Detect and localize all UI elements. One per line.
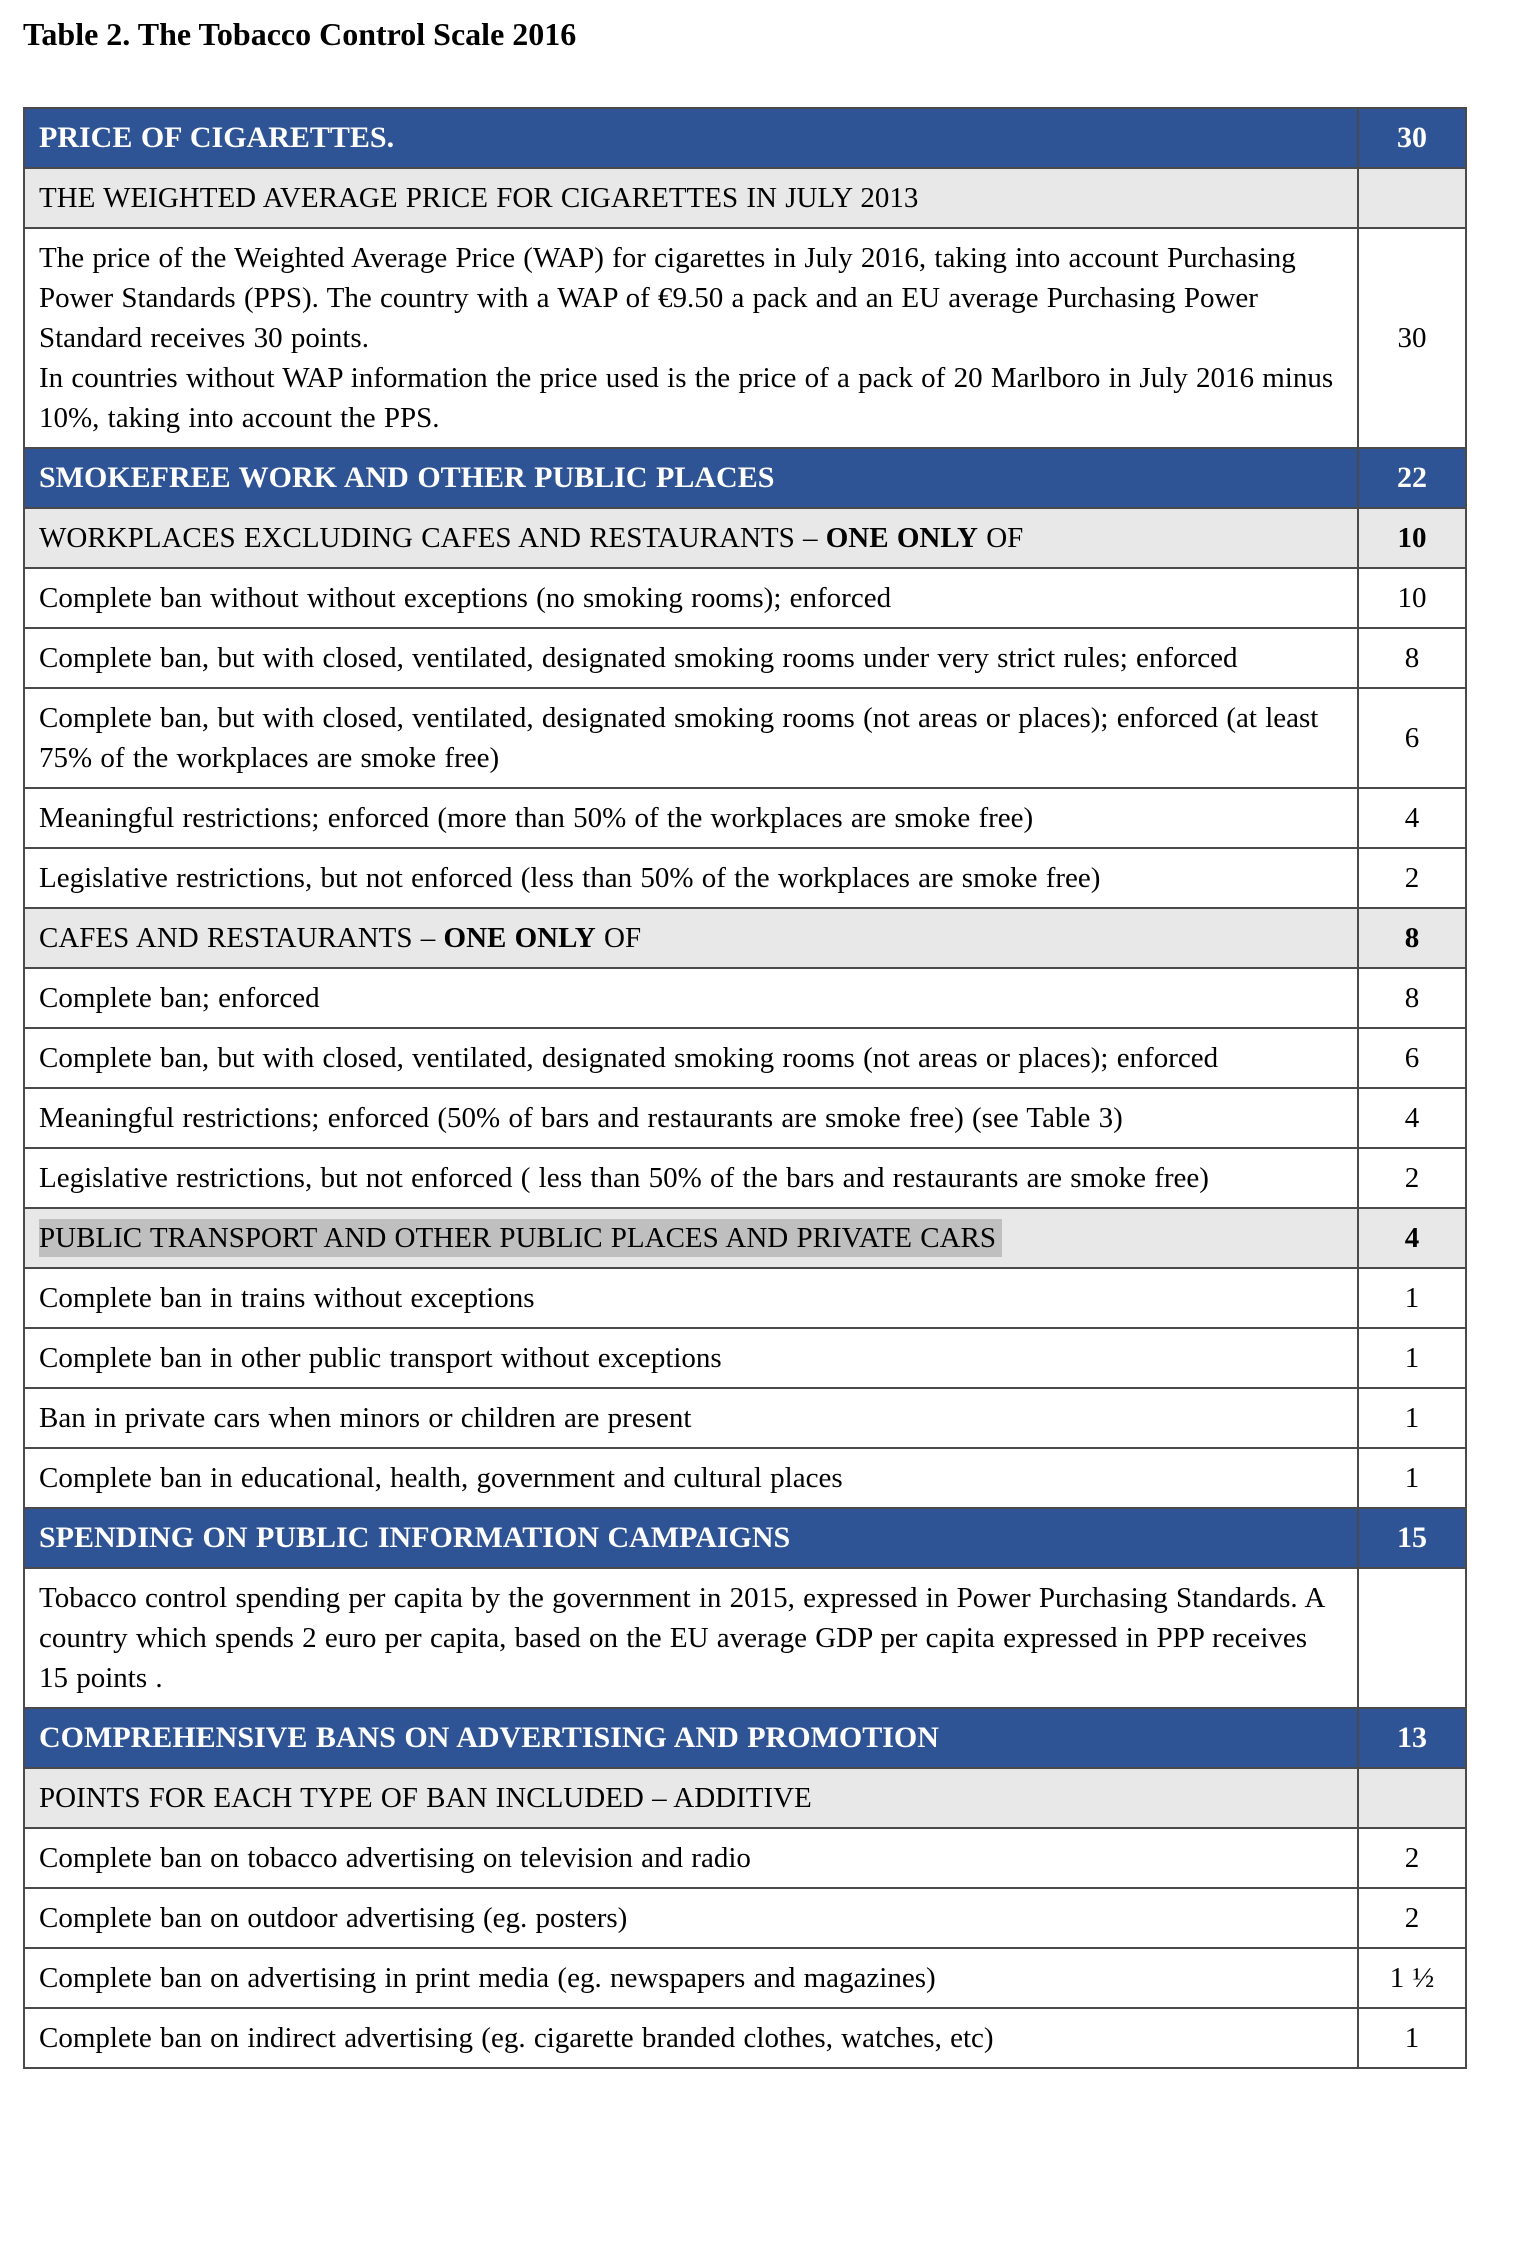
criterion-paragraph: The price of the Weighted Average Price (WAP) for cigarettes in July 2016, taking into account Purchasing Power Standards (PPS). The country with a WAP of €9.50 a pack and an EU average Purchasing Power Standard receives 30 points. xyxy=(39,242,1296,354)
criterion-text-highlighted: PUBLIC TRANSPORT AND OTHER PUBLIC PLACES AND PRIVATE CARS xyxy=(39,1219,1002,1257)
table-row xyxy=(24,1328,1466,1388)
table-row xyxy=(24,1388,1466,1448)
row-criterion: Complete ban, but with closed, ventilated, designated smoking rooms (not areas or places); enforced xyxy=(24,1028,1358,1088)
row-points: 30 xyxy=(1358,108,1466,168)
table-row xyxy=(24,968,1466,1028)
table-caption: Table 2. The Tobacco Control Scale 2016 xyxy=(23,16,577,52)
row-criterion: Complete ban; enforced xyxy=(24,968,1358,1028)
row-points: 1 xyxy=(1358,1328,1466,1388)
row-points: 1 xyxy=(1358,2008,1466,2068)
table-row xyxy=(24,1028,1466,1088)
table-row xyxy=(24,448,1466,508)
row-criterion: Complete ban, but with closed, ventilated, designated smoking rooms under very strict rules; enforced xyxy=(24,628,1358,688)
criterion-text: CAFES AND RESTAURANTS – xyxy=(39,922,444,954)
row-points xyxy=(1358,1568,1466,1708)
table-row xyxy=(24,628,1466,688)
row-points: 2 xyxy=(1358,848,1466,908)
table-row xyxy=(24,1948,1466,2008)
row-criterion xyxy=(24,1208,1358,1268)
row-points: 6 xyxy=(1358,1028,1466,1088)
table-row xyxy=(24,1088,1466,1148)
table-row xyxy=(24,1888,1466,1948)
row-points: 4 xyxy=(1358,788,1466,848)
row-criterion: Meaningful restrictions; enforced (more than 50% of the workplaces are smoke free) xyxy=(24,788,1358,848)
row-criterion: POINTS FOR EACH TYPE OF BAN INCLUDED – ADDITIVE xyxy=(24,1768,1358,1828)
table-row xyxy=(24,1828,1466,1888)
row-points: 8 xyxy=(1358,628,1466,688)
row-points xyxy=(1358,1768,1466,1828)
row-criterion: Complete ban in other public transport without exceptions xyxy=(24,1328,1358,1388)
criterion-text-bold: ONE ONLY xyxy=(825,522,978,554)
table-row xyxy=(24,1768,1466,1828)
table-row xyxy=(24,108,1466,168)
table-row xyxy=(24,788,1466,848)
row-points: 1 xyxy=(1358,1268,1466,1328)
row-points: 1 xyxy=(1358,1388,1466,1448)
row-criterion: Complete ban on outdoor advertising (eg. posters) xyxy=(24,1888,1358,1948)
row-points: 8 xyxy=(1358,968,1466,1028)
row-criterion xyxy=(24,508,1358,568)
table-row xyxy=(24,908,1466,968)
table-row xyxy=(24,1148,1466,1208)
table-row xyxy=(24,688,1466,788)
tcs-table-body xyxy=(24,108,1466,2068)
row-points: 10 xyxy=(1358,508,1466,568)
row-criterion: Complete ban in trains without exceptions xyxy=(24,1268,1358,1328)
criterion-paragraph: Tobacco control spending per capita by the government in 2015, expressed in Power Purchasing Standards. A country which spends 2 euro per capita, based on the EU average GDP per capita expressed in PPP receives 15 points . xyxy=(39,1582,1324,1694)
row-points: 22 xyxy=(1358,448,1466,508)
row-criterion: PRICE OF CIGARETTES. xyxy=(24,108,1358,168)
row-criterion: SMOKEFREE WORK AND OTHER PUBLIC PLACES xyxy=(24,448,1358,508)
row-criterion: SPENDING ON PUBLIC INFORMATION CAMPAIGNS xyxy=(24,1508,1358,1568)
row-points xyxy=(1358,168,1466,228)
row-criterion xyxy=(24,908,1358,968)
table-row xyxy=(24,848,1466,908)
row-criterion: Complete ban in educational, health, government and cultural places xyxy=(24,1448,1358,1508)
row-criterion: Complete ban on advertising in print media (eg. newspapers and magazines) xyxy=(24,1948,1358,2008)
criterion-text-bold: ONE ONLY xyxy=(443,922,596,954)
row-criterion: Legislative restrictions, but not enforced ( less than 50% of the bars and restaurants are smoke free) xyxy=(24,1148,1358,1208)
row-points: 10 xyxy=(1358,568,1466,628)
row-points: 4 xyxy=(1358,1088,1466,1148)
table-row xyxy=(24,1568,1466,1708)
criterion-text: WORKPLACES EXCLUDING CAFES AND RESTAURANTS – xyxy=(39,522,826,554)
table-row xyxy=(24,1708,1466,1768)
row-criterion: Complete ban on indirect advertising (eg. cigarette branded clothes, watches, etc) xyxy=(24,2008,1358,2068)
row-criterion: Complete ban without without exceptions (no smoking rooms); enforced xyxy=(24,568,1358,628)
row-criterion: Meaningful restrictions; enforced (50% of bars and restaurants are smoke free) (see Table 3) xyxy=(24,1088,1358,1148)
table-row xyxy=(24,1508,1466,1568)
row-criterion: Ban in private cars when minors or children are present xyxy=(24,1388,1358,1448)
row-points: 8 xyxy=(1358,908,1466,968)
tobacco-control-scale-table xyxy=(23,107,1467,2069)
row-points: 1 xyxy=(1358,1448,1466,1508)
row-criterion: Legislative restrictions, but not enforced (less than 50% of the workplaces are smoke free) xyxy=(24,848,1358,908)
table-row xyxy=(24,2008,1466,2068)
row-points: 2 xyxy=(1358,1888,1466,1948)
criterion-paragraph: In countries without WAP information the price used is the price of a pack of 20 Marlboro in July 2016 minus 10%, taking into account the PPS. xyxy=(39,362,1334,434)
row-criterion xyxy=(24,228,1358,448)
row-points: 4 xyxy=(1358,1208,1466,1268)
criterion-text: OF xyxy=(595,922,642,954)
row-criterion: COMPREHENSIVE BANS ON ADVERTISING AND PROMOTION xyxy=(24,1708,1358,1768)
row-points: 6 xyxy=(1358,688,1466,788)
table-row xyxy=(24,1208,1466,1268)
table-row xyxy=(24,568,1466,628)
row-criterion: Complete ban, but with closed, ventilated, designated smoking rooms (not areas or places); enforced (at least 75% of the workplaces are smoke free) xyxy=(24,688,1358,788)
table-row xyxy=(24,228,1466,448)
table-row xyxy=(24,1448,1466,1508)
table-row xyxy=(24,508,1466,568)
row-points: 1 ½ xyxy=(1358,1948,1466,2008)
row-points: 2 xyxy=(1358,1828,1466,1888)
table-row xyxy=(24,1268,1466,1328)
row-criterion xyxy=(24,1568,1358,1708)
criterion-text: OF xyxy=(977,522,1024,554)
row-points: 13 xyxy=(1358,1708,1466,1768)
row-points: 15 xyxy=(1358,1508,1466,1568)
row-criterion: Complete ban on tobacco advertising on television and radio xyxy=(24,1828,1358,1888)
row-points: 30 xyxy=(1358,228,1466,448)
table-row xyxy=(24,168,1466,228)
row-criterion: THE WEIGHTED AVERAGE PRICE FOR CIGARETTES IN JULY 2013 xyxy=(24,168,1358,228)
row-points: 2 xyxy=(1358,1148,1466,1208)
document-page xyxy=(0,16,1536,2262)
